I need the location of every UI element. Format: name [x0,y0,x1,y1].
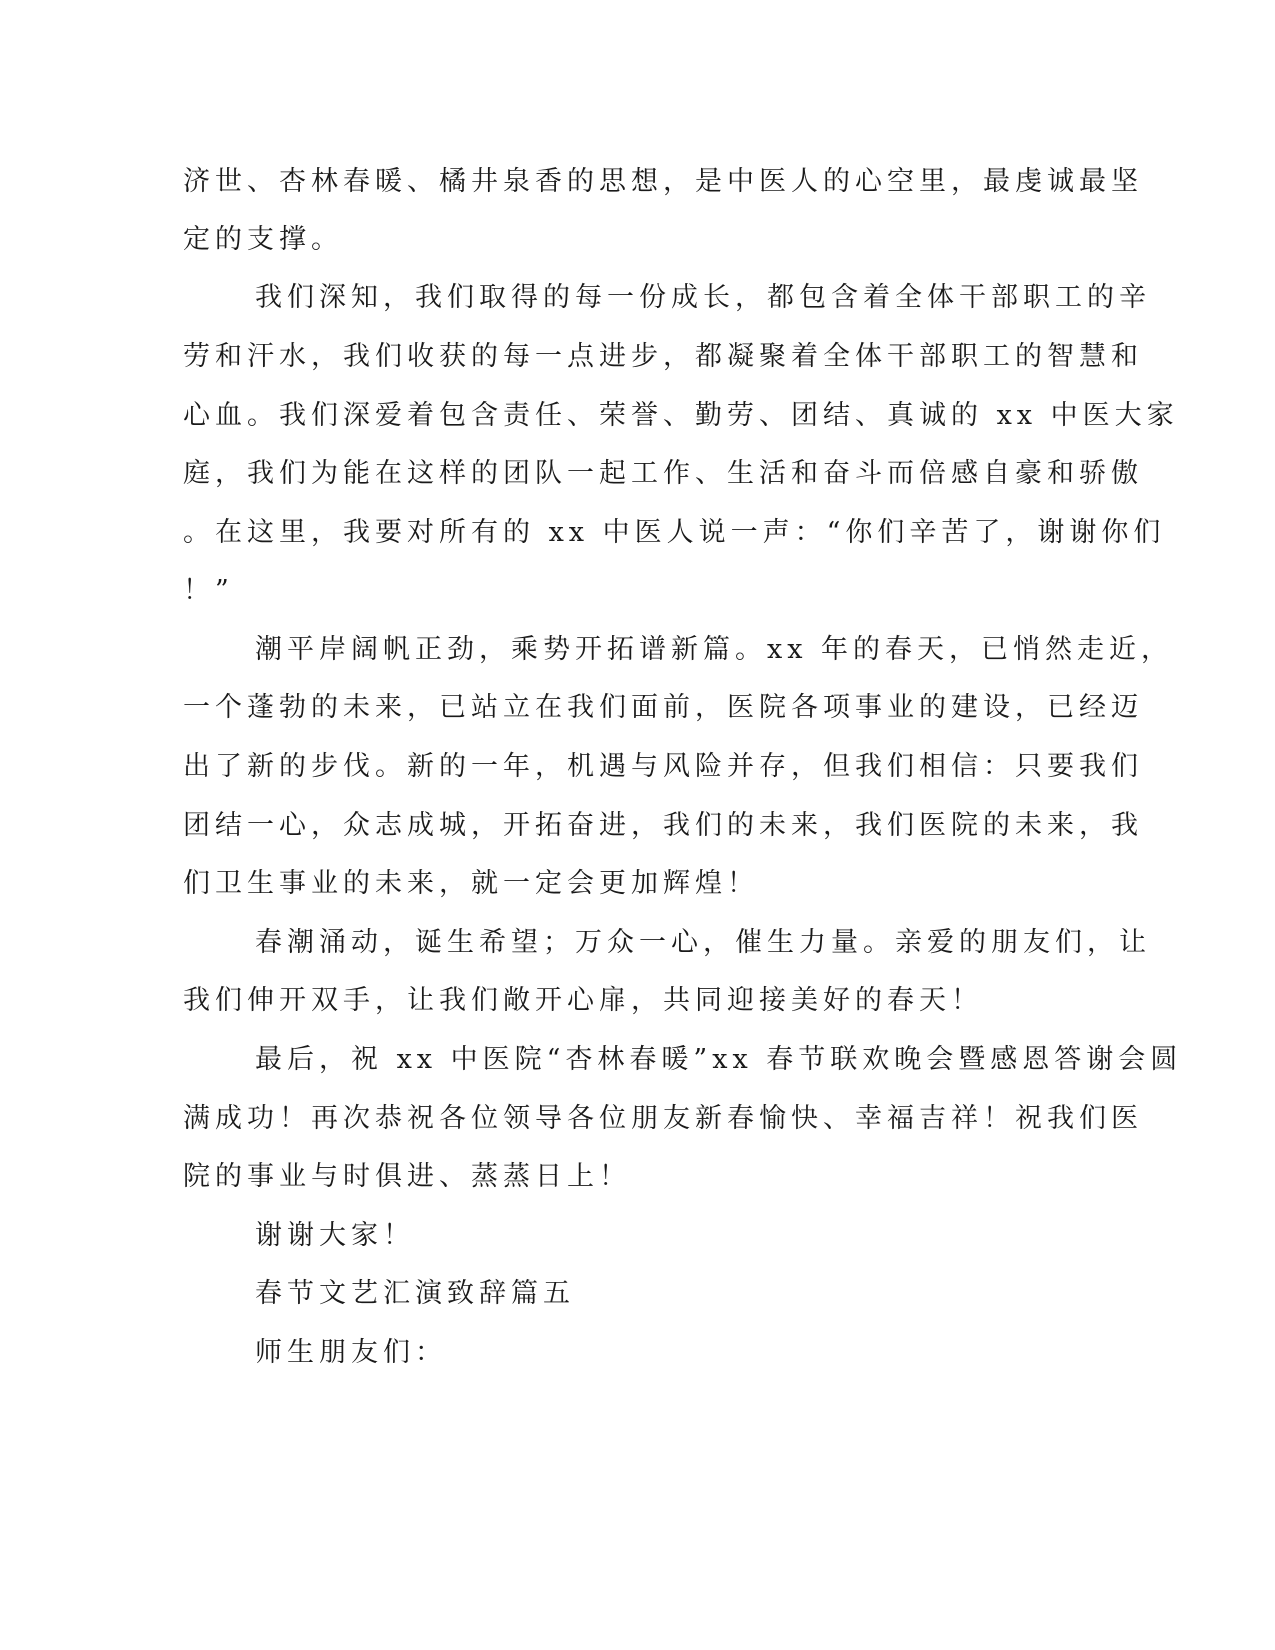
section-heading: 春节文艺汇演致辞篇五 [255,1278,575,1309]
text-line: 院的事业与时俱进、蒸蒸日上！ [183,1161,631,1192]
text-line: 庭，我们为能在这样的团队一起工作、生活和奋斗而倍感自豪和骄傲 [183,458,1143,489]
text-line: 。在这里，我要对所有的 xx 中医人说一声：“你们辛苦了，谢谢你们 [183,517,1166,548]
paragraph-start-line: 我们深知，我们取得的每一份成长，都包含着全体干部职工的辛 [255,282,1151,313]
text-line: 满成功！再次恭祝各位领导各位朋友新春愉快、幸福吉祥！祝我们医 [183,1103,1143,1134]
text-line: 我们伸开双手，让我们敞开心扉，共同迎接美好的春天！ [183,985,983,1016]
paragraph-start-line: 潮平岸阔帆正劲，乘势开拓谱新篇。xx 年的春天，已悄然走近， [255,634,1174,665]
text-line: 出了新的步伐。新的一年，机遇与风险并存，但我们相信：只要我们 [183,751,1143,782]
paragraph-start-line: 最后，祝 xx 中医院“杏林春暖”xx 春节联欢晚会暨感恩答谢会圆 [255,1044,1183,1075]
text-line: ！” [183,575,234,606]
text-line: 团结一心，众志成城，开拓奋进，我们的未来，我们医院的未来，我 [183,810,1143,841]
text-line: 劳和汗水，我们收获的每一点进步，都凝聚着全体干部职工的智慧和 [183,341,1143,372]
paragraph-start-line: 春潮涌动，诞生希望；万众一心，催生力量。亲爱的朋友们，让 [255,927,1151,958]
closing-line: 谢谢大家！ [255,1220,415,1251]
text-line: 一个蓬勃的未来，已站立在我们面前，医院各项事业的建设，已经迈 [183,692,1143,723]
text-line: 心血。我们深爱着包含责任、荣誉、勤劳、团结、真诚的 xx 中医大家 [183,400,1179,431]
text-line: 济世、杏林春暖、橘井泉香的思想，是中医人的心空里，最虔诚最坚 [183,166,1143,197]
salutation-line: 师生朋友们： [255,1337,447,1368]
text-line: 定的支撑。 [183,224,343,255]
text-line: 们卫生事业的未来，就一定会更加辉煌！ [183,868,759,899]
